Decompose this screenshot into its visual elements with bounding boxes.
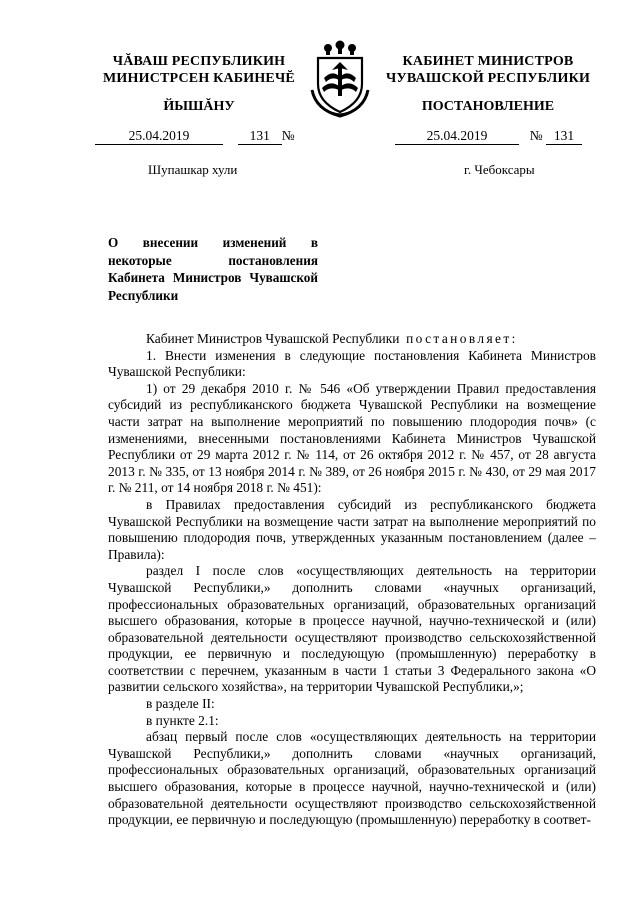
paragraph: раздел I после слов «осуществляющих деятельность на территории Чувашской Республики,» дополнить словами «научных организаций, профессиональных образовательных организаций, образовательных организаций высшего образования, которые в процессе научной, научно-технической и (или) образовательной деятельности осуществляют производство сельскохозяйственной продукции, ее первичную и последующую (промышленную) переработку в соответствии с перечнем, указанным в части 1 статьи 3 Федерального закона «О развитии сельского хозяйства», на территории Чувашской Республики,»;	[108, 563, 596, 695]
header-right	[373, 53, 603, 87]
paragraph: абзац первый после слов «осуществляющих деятельность на территории Чувашской Республики,» дополнить словами «научных организаций, профессиональных образовательных организаций, образовательных организаций высшего образования, которые в процессе научной, научно-технической и (или) образовательной деятельности осуществляют производство сельскохозяйственной продукции, ее первичную и последующую (промышленную) переработку в соответ-	[108, 729, 596, 828]
paragraph: в пункте 2.1:	[146, 712, 219, 728]
doc-type-left: ЙЫШĂНУ	[163, 99, 235, 114]
paragraph: в Правилах предоставления субсидий из республиканского бюджета Чувашской Республики на возмещение части затрат на выполнение мероприятий по повышению плодородия почв, утвержденных указанным постановлением (далее – Правила):	[108, 496, 596, 562]
header-right-line2: ЧУВАШСКОЙ РЕСПУБЛИКИ	[385, 71, 591, 86]
header-left-line1: ЧĂВАШ РЕСПУБЛИКИН	[112, 54, 286, 69]
document-subject: О внесении изменений в некоторые постановления Кабинета Министров Чувашской Республики	[108, 235, 318, 303]
coat-of-arms-emblem	[308, 40, 372, 118]
number-sign-left: №	[281, 128, 295, 143]
date-left: 25.04.2019	[95, 128, 223, 145]
date-right: 25.04.2019	[395, 128, 519, 145]
document-body	[108, 331, 596, 829]
header-left	[88, 53, 310, 87]
number-sign-right: №	[529, 128, 543, 143]
place-right: г. Чебоксары	[464, 162, 535, 177]
paragraph: в разделе II:	[146, 696, 215, 712]
intro-paragraph	[108, 331, 596, 348]
date-line-right	[395, 128, 582, 146]
paragraph: 1. Внести изменения в следующие постановления Кабинета Министров Чувашской Республики:	[108, 347, 596, 380]
place-left: Шупашкар хули	[148, 162, 238, 177]
number-right: 131	[546, 128, 582, 145]
header-left-line2: МИНИСТРСЕН КАБИНЕЧĔ	[103, 71, 295, 86]
intro-main: Кабинет Министров Чувашской Республики	[146, 331, 400, 346]
header-right-line1: КАБИНЕТ МИНИСТРОВ	[402, 54, 574, 69]
paragraph: 1) от 29 декабря 2010 г. № 546 «Об утверждении Правил предоставления субсидий из республиканского бюджета Чувашской Республики на возмещение части затрат на выполнение мероприятий по повышению плодородия почв» (с изменениями, внесенными постановлениями Кабинета Министров Чувашской Республики от 29 марта 2012 г. № 114, от 26 октября 2012 г. № 457, от 28 августа 2013 г. № 335, от 13 ноября 2014 г. № 389, от 26 ноября 2015 г. № 430, от 29 мая 2017 г. № 211, от 14 ноября 2018 г. № 451):	[108, 380, 596, 496]
doc-type-right: ПОСТАНОВЛЕНИЕ	[421, 99, 555, 114]
date-line-left	[95, 128, 295, 146]
number-left: 131	[238, 128, 282, 145]
intro-resolves: постановляет:	[406, 331, 518, 346]
